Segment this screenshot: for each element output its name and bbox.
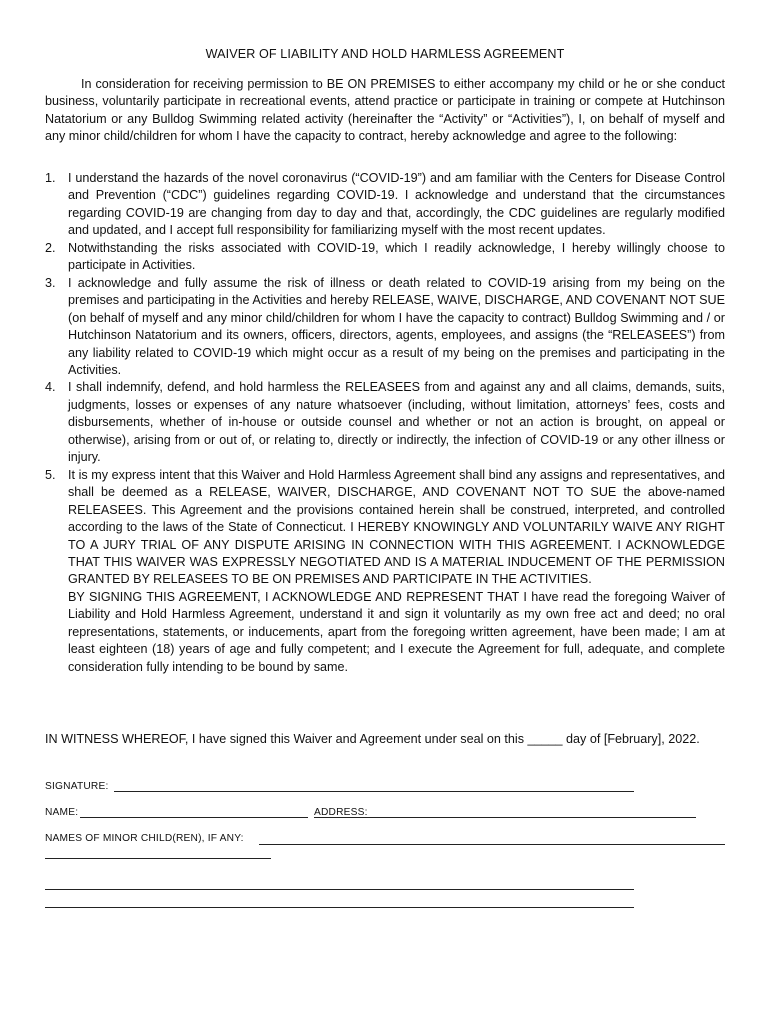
minor-children-row (45, 833, 244, 844)
address-line[interactable] (314, 817, 696, 818)
minor-children-line[interactable] (259, 844, 725, 845)
minor-children-line-4[interactable] (45, 907, 634, 908)
term-item (45, 275, 725, 380)
document-title: WAIVER OF LIABILITY AND HOLD HARMLESS AGREEMENT (205, 47, 565, 61)
term-number: 1. (45, 171, 56, 185)
intro-paragraph: In consideration for receiving permission to BE ON PREMISES to either accompany my child or he or she conduct business, voluntarily participate in recreational events, attend practice or participate in training or compete at Hutchinson Natatorium or any Bulldog Swimming related activity (hereinafter the “Activity” or “Activities”), I, on behalf of myself and any minor child/children for whom I have the capacity to contract, hereby acknowledge and agree to the following: (45, 77, 725, 144)
term-item (45, 379, 725, 466)
term-item (45, 170, 725, 240)
term-number: 4. (45, 380, 56, 395)
term-text: I shall indemnify, defend, and hold harmless the RELEASEES from and against any and all claims, demands, suits, judgments, losses or expenses of any nature whatsoever (including, without limitation, attorneys’ fees, costs and disbursements, whether of in-house or outside counsel and whether or not an action is brought, on appeal or otherwise), arising from or out of, or relating to, directly or indirectly, the infection of COVID-19 or any other illness or injury. (68, 380, 725, 465)
term-item (45, 240, 725, 275)
term-number: 5. (45, 467, 56, 482)
term-text: It is my express intent that this Waiver and Hold Harmless Agreement shall bind any assigns and representatives, and shall be deemed as a RELEASE, WAIVER, DISCHARGE, AND COVENANT NOT TO SUE the above-named RELEASEES. This Agreement and the provisions contained herein shall be construed, interpreted, and controlled according to the laws of the State of Connecticut. I HEREBY KNOWINGLY AND VOLUNTARILY WAIVE ANY RIGHT TO A JURY TRIAL OF ANY DISPUTE ARISING IN CONNECTION WITH THIS AGREEMENT. I ACKNOWLEDGE THAT THIS WAIVER WAS EXPRESSLY NEGOTIATED AND IS A MATERIAL INDUCEMENT OF THE PERMISSION GRANTED BY RELEASEES TO BE ON PREMISES AND PARTICIPATE IN THE ACTIVITIES. (68, 467, 725, 587)
address-label: ADDRESS: (314, 807, 368, 818)
signature-line[interactable] (114, 791, 634, 792)
minor-children-line-3[interactable] (45, 889, 634, 890)
witness-statement: IN WITNESS WHEREOF, I have signed this Waiver and Agreement under seal on this _____ day of [February], 2022. (45, 732, 700, 746)
term-number: 2. (45, 240, 56, 255)
minor-children-line-2[interactable] (45, 858, 271, 859)
terms-list (45, 170, 725, 676)
minor-children-label: NAMES OF MINOR CHILD(REN), IF ANY: (45, 833, 244, 844)
signature-label: SIGNATURE: (45, 781, 109, 792)
name-label: NAME: (45, 807, 79, 818)
signing-acknowledgement-text: BY SIGNING THIS AGREEMENT, I ACKNOWLEDGE AND REPRESENT THAT I have read the foregoing Waiver of Liability and Hold Harmless Agreement, understand it and sign it voluntarily as my own free act and deed; no oral representations, statements, or inducements, apart from the foregoing written agreement, have been made; I am at least eighteen (18) years of age and fully competent; and I execute the Agreement for full, adequate, and complete consideration fully intending to be bound by same. (68, 589, 725, 674)
term-text: Notwithstanding the risks associated with COVID-19, which I readily acknowledge, I hereby willingly choose to participate in Activities. (68, 240, 725, 273)
signature-row (45, 781, 109, 792)
name-row (45, 807, 78, 818)
name-line[interactable] (80, 817, 308, 818)
term-text: I understand the hazards of the novel coronavirus (“COVID-19”) and am familiar with the Centers for Disease Control and Prevention (“CDC”) guidelines regarding COVID-19. I acknowledge and understand that the circumstances regarding COVID-19 are changing from day to day and that, accordingly, the CDC guidelines are regularly modified and updated, and I accept full responsibility for familiarizing myself with the most recent updates. (68, 171, 725, 238)
term-text: I acknowledge and fully assume the risk of illness or death related to COVID-19 arising from my being on the premises and participating in the Activities and hereby RELEASE, WAIVE, DISCHARGE, AND COVENANT NOT SUE (on behalf of myself and any minor child/children for whom I have the capacity to contract) Bulldog Swimming and / or Hutchinson Natatorium and its owners, officers, directors, agents, employees, and assigns (the “RELEASEES”) from any liability related to COVID-19 which might occur as a result of my being on the premises and participating in the Activities. (68, 275, 725, 377)
term-number: 3. (45, 275, 56, 290)
term-item (45, 467, 725, 676)
